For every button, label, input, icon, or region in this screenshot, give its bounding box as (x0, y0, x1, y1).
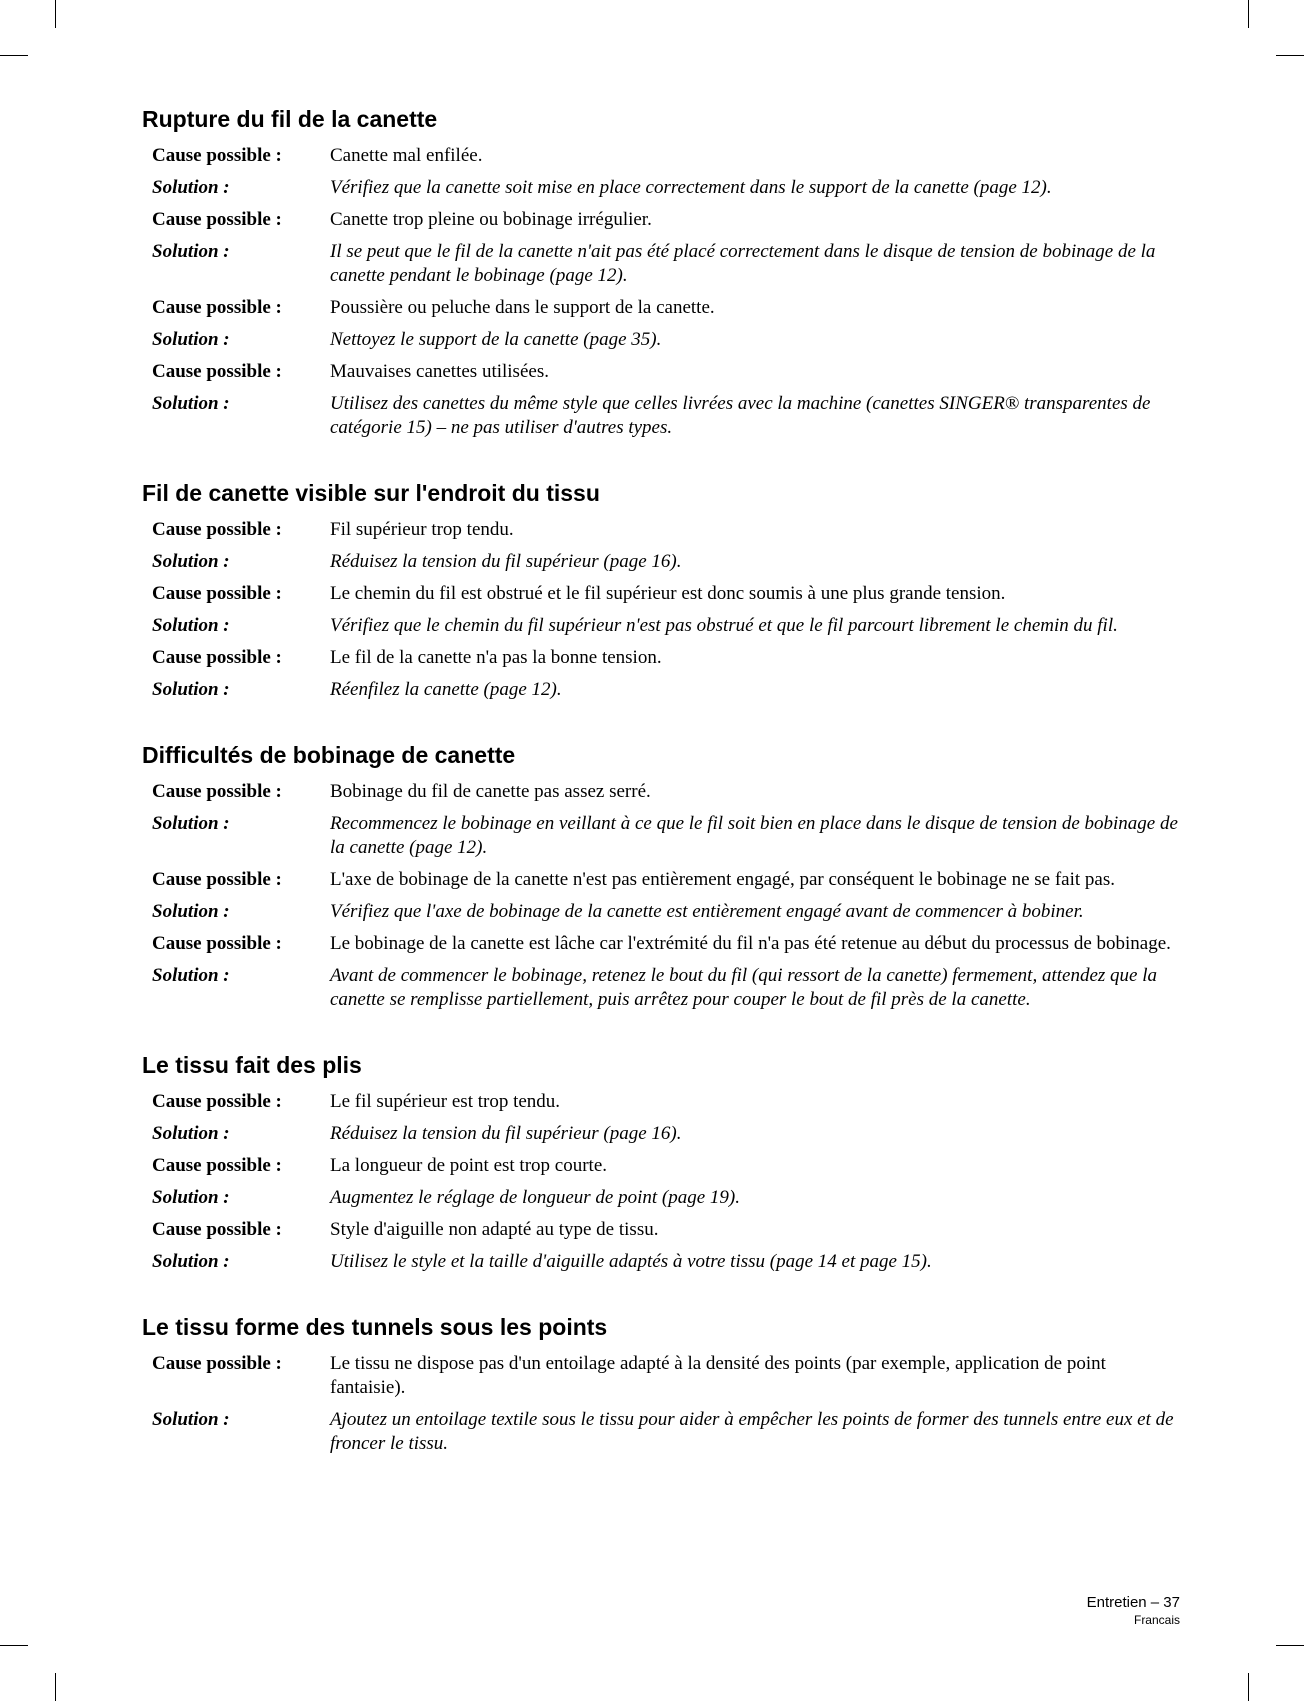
cause-text: Bobinage du fil de canette pas assez serré. (330, 781, 651, 802)
crop-mark (1276, 55, 1304, 56)
page-number-label: Entretien – 37 (1086, 1594, 1180, 1611)
cause-label: Cause possible : (152, 1353, 282, 1374)
solution-label: Solution : (152, 241, 230, 262)
cause-row (152, 780, 1182, 804)
cause-text: La longueur de point est trop courte. (330, 1155, 608, 1176)
cause-label: Cause possible : (152, 1155, 282, 1176)
solution-label: Solution : (152, 679, 230, 700)
solution-label: Solution : (152, 177, 230, 198)
cause-row (152, 1218, 1182, 1242)
solution-label: Solution : (152, 329, 230, 350)
page-footer (1087, 1594, 1180, 1628)
cause-row (152, 582, 1182, 606)
cause-text: Poussière ou peluche dans le support de la canette. (330, 297, 715, 318)
cause-row (152, 518, 1182, 542)
language-label: Francais (1133, 1613, 1180, 1627)
cause-row (152, 1090, 1182, 1114)
solution-text: Utilisez des canettes du même style que celles livrées avec la machine (canettes SINGER® transparentes de catégorie 15) – ne pas utiliser d'autres types. (330, 393, 1151, 438)
cause-text: Le chemin du fil est obstrué et le fil supérieur est donc soumis à une plus grande tension. (330, 583, 1006, 604)
solution-text: Utilisez le style et la taille d'aiguille adaptés à votre tissu (page 14 et page 15). (330, 1251, 932, 1272)
crop-mark (0, 55, 28, 56)
cause-row (152, 1352, 1182, 1400)
cause-row (152, 932, 1182, 956)
solution-text: Augmentez le réglage de longueur de point (page 19). (330, 1187, 740, 1208)
cause-label: Cause possible : (152, 209, 282, 230)
solution-label: Solution : (152, 901, 230, 922)
solution-row (152, 240, 1182, 288)
cause-row (152, 296, 1182, 320)
solution-row (152, 1186, 1182, 1210)
cause-label: Cause possible : (152, 297, 282, 318)
section-fabric-puckers (142, 1050, 1182, 1274)
cause-label: Cause possible : (152, 1091, 282, 1112)
cause-text: Le bobinage de la canette est lâche car l'extrémité du fil n'a pas été retenue au début du processus de bobinage. (330, 933, 1171, 954)
solution-row (152, 1408, 1182, 1456)
cause-text: Mauvaises canettes utilisées. (330, 361, 549, 382)
solution-row (152, 550, 1182, 574)
cause-label: Cause possible : (152, 519, 282, 540)
cause-label: Cause possible : (152, 781, 282, 802)
cause-text: Le fil supérieur est trop tendu. (330, 1091, 561, 1112)
cause-label: Cause possible : (152, 933, 282, 954)
section-fabric-tunnels (142, 1312, 1182, 1456)
solution-text: Avant de commencer le bobinage, retenez le bout du fil (qui ressort de la canette) fermement, attendez que la canette se remplisse partiellement, puis arrêtez pour couper le bout de fil près de la canette. (330, 965, 1157, 1010)
cause-label: Cause possible : (152, 145, 282, 166)
section-bobbin-thread-visible (142, 478, 1182, 702)
solution-text: Vérifiez que la canette soit mise en place correctement dans le support de la canette (page 12). (330, 177, 1052, 198)
solution-label: Solution : (152, 615, 230, 636)
solution-text: Recommencez le bobinage en veillant à ce que le fil soit bien en place dans le disque de tension de bobinage de la canette (page 12). (330, 813, 1178, 858)
section-title: Fil de canette visible sur l'endroit du tissu (142, 480, 600, 506)
troubleshooting-content (142, 104, 1182, 1494)
solution-label: Solution : (152, 1409, 230, 1430)
crop-mark (1276, 1645, 1304, 1646)
cause-text: Style d'aiguille non adapté au type de tissu. (330, 1219, 659, 1240)
cause-text: Fil supérieur trop tendu. (330, 519, 514, 540)
solution-text: Réduisez la tension du fil supérieur (page 16). (330, 1123, 682, 1144)
solution-row (152, 900, 1182, 924)
cause-text: L'axe de bobinage de la canette n'est pas entièrement engagé, par conséquent le bobinage ne se fait pas. (330, 869, 1115, 890)
cause-label: Cause possible : (152, 583, 282, 604)
solution-label: Solution : (152, 551, 230, 572)
cause-row (152, 1154, 1182, 1178)
solution-text: Réduisez la tension du fil supérieur (page 16). (330, 551, 682, 572)
solution-text: Vérifiez que l'axe de bobinage de la canette est entièrement engagé avant de commencer à bobiner. (330, 901, 1084, 922)
cause-text: Canette trop pleine ou bobinage irrégulier. (330, 209, 652, 230)
cause-row (152, 868, 1182, 892)
section-title: Rupture du fil de la canette (142, 106, 438, 132)
solution-text: Il se peut que le fil de la canette n'ait pas été placé correctement dans le disque de tension de bobinage de la canette pendant le bobinage (page 12). (330, 241, 1156, 286)
solution-label: Solution : (152, 965, 230, 986)
solution-row (152, 678, 1182, 702)
solution-row (152, 176, 1182, 200)
solution-text: Nettoyez le support de la canette (page 35). (330, 329, 662, 350)
cause-text: Le tissu ne dispose pas d'un entoilage adapté à la densité des points (par exemple, application de point fantaisie). (330, 1353, 1106, 1398)
solution-row (152, 812, 1182, 860)
crop-mark (1248, 1673, 1249, 1701)
cause-text: Canette mal enfilée. (330, 145, 483, 166)
cause-text: Le fil de la canette n'a pas la bonne tension. (330, 647, 662, 668)
solution-label: Solution : (152, 1123, 230, 1144)
section-title: Le tissu fait des plis (142, 1052, 362, 1078)
cause-row (152, 360, 1182, 384)
cause-label: Cause possible : (152, 647, 282, 668)
solution-label: Solution : (152, 813, 230, 834)
crop-mark (1248, 0, 1249, 28)
crop-mark (55, 1673, 56, 1701)
solution-row (152, 1250, 1182, 1274)
crop-mark (55, 0, 56, 28)
cause-label: Cause possible : (152, 1219, 282, 1240)
cause-label: Cause possible : (152, 361, 282, 382)
solution-text: Réenfilez la canette (page 12). (330, 679, 562, 700)
solution-label: Solution : (152, 393, 230, 414)
solution-text: Ajoutez un entoilage textile sous le tissu pour aider à empêcher les points de former des tunnels entre eux et de froncer le tissu. (330, 1409, 1174, 1454)
section-bobbin-thread-breaks (142, 104, 1182, 440)
section-title: Difficultés de bobinage de canette (142, 742, 516, 768)
cause-row (152, 144, 1182, 168)
solution-text: Vérifiez que le chemin du fil supérieur n'est pas obstrué et que le fil parcourt librement le chemin du fil. (330, 615, 1118, 636)
solution-row (152, 614, 1182, 638)
solution-row (152, 964, 1182, 1012)
cause-label: Cause possible : (152, 869, 282, 890)
cause-row (152, 646, 1182, 670)
solution-row (152, 328, 1182, 352)
solution-row (152, 1122, 1182, 1146)
solution-row (152, 392, 1182, 440)
cause-row (152, 208, 1182, 232)
solution-label: Solution : (152, 1187, 230, 1208)
section-bobbin-winding-difficulties (142, 740, 1182, 1012)
crop-mark (0, 1645, 28, 1646)
solution-label: Solution : (152, 1251, 230, 1272)
section-title: Le tissu forme des tunnels sous les points (142, 1314, 608, 1340)
